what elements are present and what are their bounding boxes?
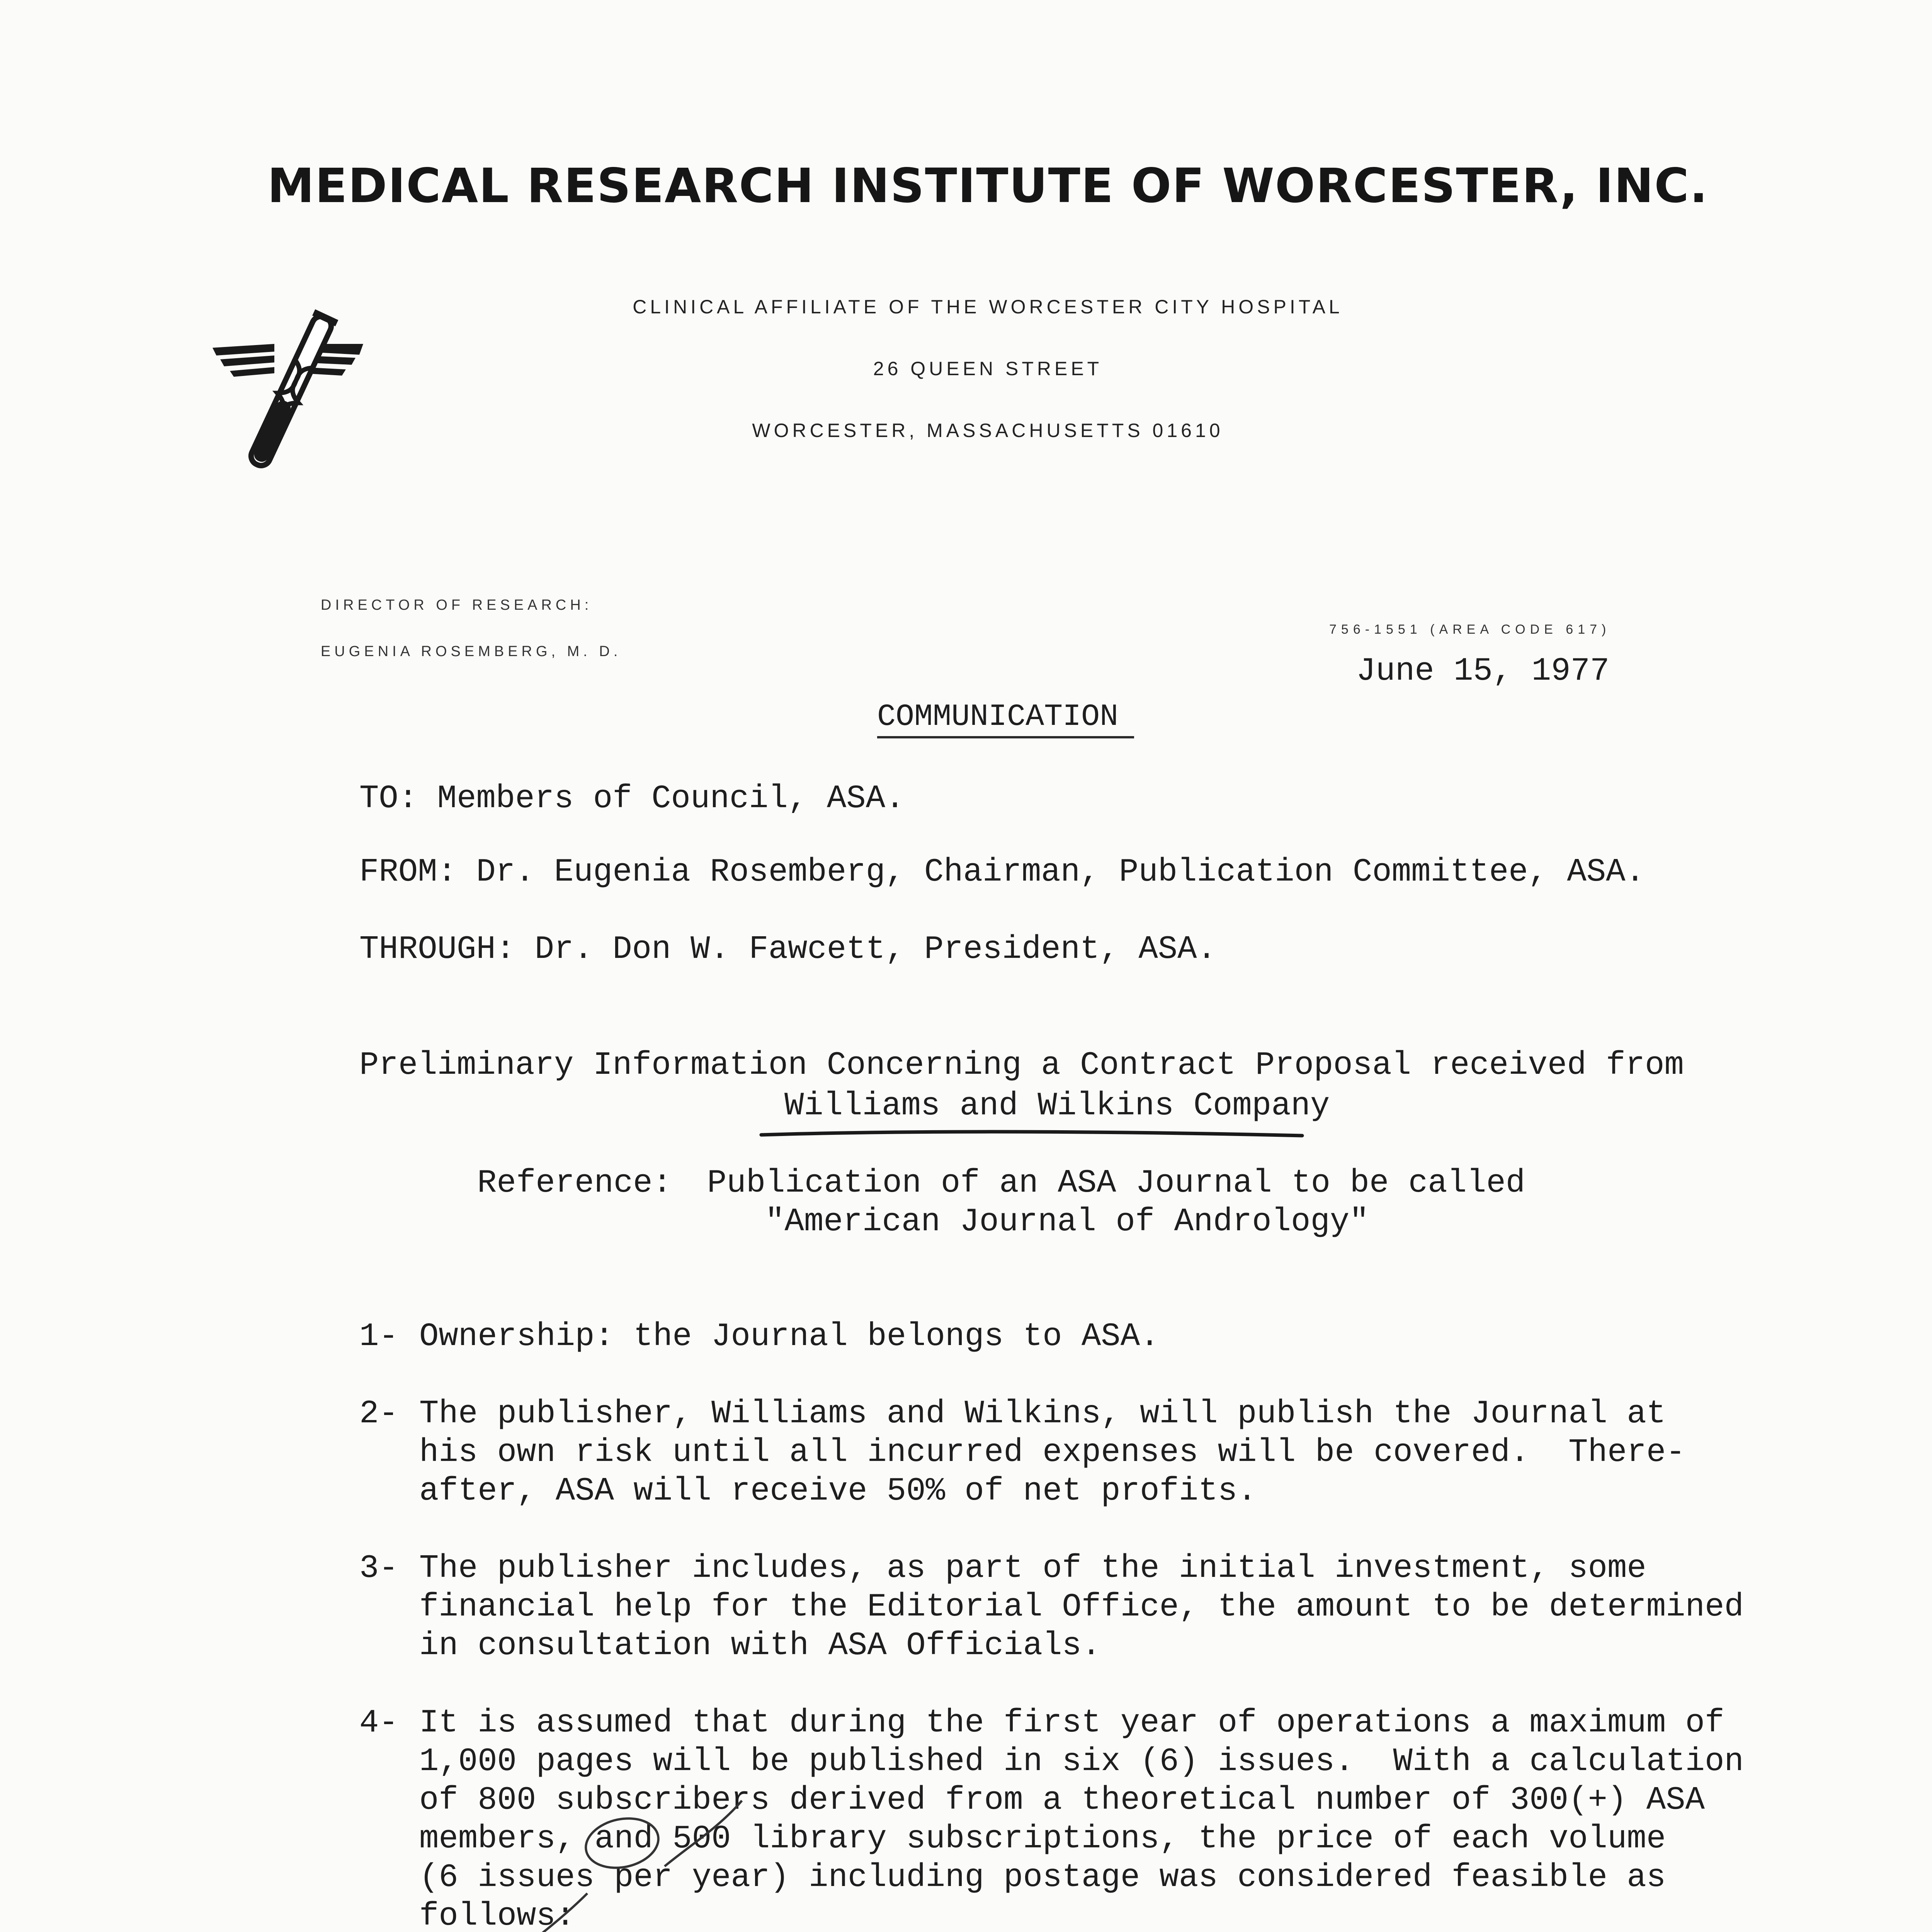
through-value: Dr. Don W. Fawcett, President, ASA.	[534, 931, 1216, 968]
item-line: in consultation with ASA Officials.	[419, 1628, 1101, 1664]
to-line	[359, 781, 905, 817]
to-label: TO:	[359, 781, 418, 817]
reference-line-1: Publication of an ASA Journal to be called	[707, 1165, 1526, 1202]
item-line: members, and 500 library subscriptions, the price of each volume	[419, 1821, 1666, 1857]
item-line: of 800 subscribers derived from a theoretical number of 300(+) ASA	[419, 1782, 1705, 1819]
item-line: his own risk until all incurred expenses will be covered. There-	[419, 1434, 1685, 1471]
affiliation-line: CLINICAL AFFILIATE OF THE WORCESTER CITY HOSPITAL	[633, 296, 1343, 318]
through-label: THROUGH:	[359, 931, 515, 968]
caduceus-test-tube-icon	[209, 301, 367, 491]
item-1	[359, 1318, 1160, 1356]
item-3	[359, 1549, 1744, 1665]
from-value: Dr. Eugenia Rosemberg, Chairman, Publication Committee, ASA.	[476, 854, 1645, 891]
subject-underline	[757, 1126, 1306, 1142]
heading-underline	[877, 736, 1134, 738]
director-label: DIRECTOR OF RESEARCH:	[321, 597, 593, 613]
through-line	[359, 931, 1216, 968]
item-number: 1-	[359, 1318, 398, 1355]
city-address: WORCESTER, MASSACHUSETTS 01610	[752, 420, 1224, 441]
handwritten-pen-marks	[371, 1762, 796, 1932]
item-line: (6 issues per year) including postage was considered feasible as	[419, 1859, 1666, 1896]
subject-line-1: Preliminary Information Concerning a Contract Proposal received from	[359, 1047, 1684, 1084]
item-2	[359, 1395, 1685, 1511]
item-line: The publisher, Williams and Wilkins, will publish the Journal at	[419, 1396, 1666, 1432]
item-line: It is assumed that during the first year of operations a maximum of	[419, 1705, 1725, 1742]
item-line: follows:	[419, 1898, 575, 1932]
from-line	[359, 854, 1645, 891]
institute-name: MEDICAL RESEARCH INSTITUTE OF WORCESTER, INC.	[267, 158, 1709, 213]
subject-line-2: Williams and Wilkins Company	[784, 1088, 1330, 1124]
item-number: 2-	[359, 1396, 398, 1432]
item-line: 1,000 pages will be published in six (6) issues. With a calculation	[419, 1743, 1744, 1780]
street-address: 26 QUEEN STREET	[873, 358, 1103, 379]
item-line: financial help for the Editorial Office, the amount to be determined	[419, 1589, 1744, 1626]
memo-heading-text: COMMUNICATION	[877, 699, 1119, 735]
reference-label: Reference:	[477, 1165, 672, 1202]
phone-number: 756-1551 (AREA CODE 617)	[1329, 622, 1611, 637]
item-line: Ownership: the Journal belongs to ASA.	[419, 1318, 1160, 1355]
from-label: FROM:	[359, 854, 457, 891]
item-line: The publisher includes, as part of the initial investment, some	[419, 1550, 1646, 1587]
item-number: 4-	[359, 1705, 398, 1742]
memo-date: June 15, 1977	[1356, 653, 1610, 690]
item-line: after, ASA will receive 50% of net profits.	[419, 1473, 1257, 1510]
director-name: EUGENIA ROSEMBERG, M. D.	[321, 643, 622, 660]
to-value: Members of Council, ASA.	[437, 781, 905, 817]
item-number: 3-	[359, 1550, 398, 1587]
memo-heading	[877, 699, 1118, 735]
reference-line-2: "American Journal of Andrology"	[765, 1204, 1369, 1240]
